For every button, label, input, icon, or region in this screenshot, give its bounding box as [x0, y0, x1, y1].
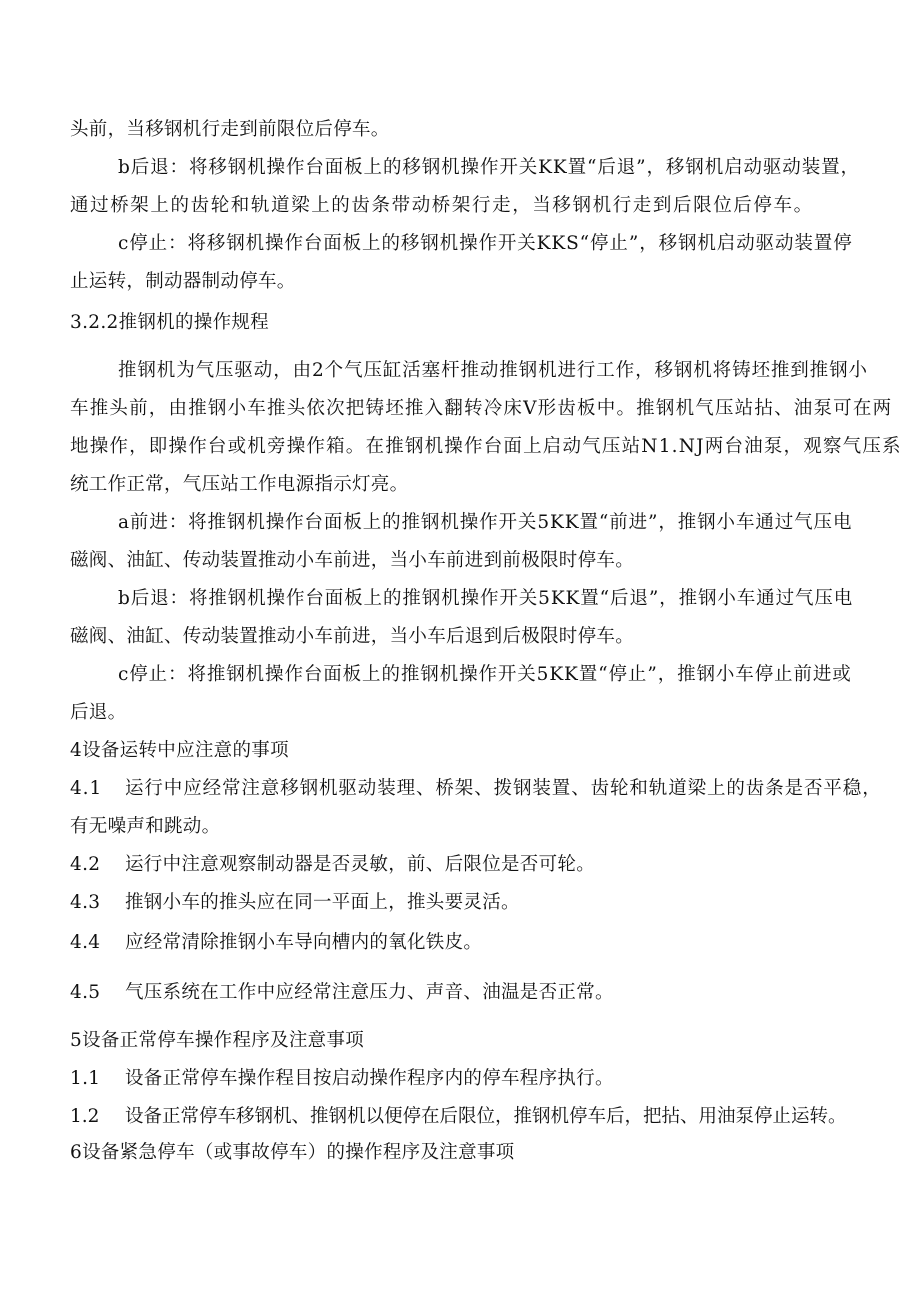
- list-item: [70, 1067, 614, 1091]
- paragraph-line: c停止：将推钢机操作台面板上的推钢机操作开关5KK置“停止”，推钢小车停止前进或: [118, 664, 852, 685]
- paragraph-line: b后退：将推钢机操作台面板上的推钢机操作开关5KK置“后退”，推钢小车通过气压电: [118, 588, 854, 609]
- item-number: 1.2: [70, 1106, 100, 1127]
- item-number: 4.5: [70, 982, 101, 1003]
- section-heading: 6设备紧急停车（或事故停车）的操作程序及注意事项: [70, 1142, 515, 1163]
- list-item: [70, 853, 595, 877]
- paragraph-line: b后退：将移钢机操作台面板上的移钢机操作开关KK置“后退”，移钢机启动驱动装置，: [118, 157, 860, 178]
- item-number: 4.2: [70, 854, 101, 875]
- item-text: 气压系统在工作中应经常注意压力、声音、油温是否正常。: [125, 982, 614, 1003]
- list-item: [70, 777, 882, 801]
- list-item: [70, 1105, 847, 1129]
- paragraph-line: c停止：将移钢机操作台面板上的移钢机操作开关KKS“停止”，移钢机启动驱动装置停: [118, 233, 853, 254]
- paragraph-line: 止运转，制动器制动停车。: [70, 271, 296, 292]
- item-text: 设备正常停车移钢机、推钢机以便停在后限位，推钢机停车后，把拈、用油泵停止运转。: [125, 1106, 847, 1127]
- paragraph-line: 磁阀、油缸、传动装置推动小车前进，当小车前进到前极限时停车。: [70, 550, 635, 571]
- paragraph-line: 磁阀、油缸、传动装置推动小车前进，当小车后退到后极限时停车。: [70, 626, 635, 647]
- paragraph-line: 车推头前，由推钢小车推头依次把铸坯推入翻转冷床V形齿板中。推钢机气压站拈、油泵可在两: [70, 398, 893, 419]
- item-number: 4.1: [70, 778, 103, 799]
- item-text: 推钢小车的推头应在同一平面上，推头要灵活。: [125, 892, 520, 913]
- item-text: 有无噪声和跳动。: [70, 816, 221, 837]
- item-text: 应经常清除推钢小车导向槽内的氧化铁皮。: [125, 932, 483, 953]
- list-item: [70, 931, 482, 955]
- paragraph-line: a前进：将推钢机操作台面板上的推钢机操作开关5KK置“前进”，推钢小车通过气压电: [118, 512, 853, 533]
- item-text: 设备正常停车操作程目按启动操作程序内的停车程序执行。: [125, 1068, 614, 1089]
- paragraph-line: 推钢机为气压驱动，由2个气压缸活塞杆推动推钢机进行工作，移钢机将铸坯推到推钢小: [118, 360, 868, 381]
- item-text: 运行中应经常注意移钢机驱动装理、桥架、拨钢装置、齿轮和轨道梁上的齿条是否平稳，: [125, 778, 882, 799]
- paragraph-line: 头前，当移钢机行走到前限位后停车。: [70, 119, 390, 140]
- item-number: 4.4: [70, 932, 101, 953]
- section-heading: 5设备正常停车操作程序及注意事项: [70, 1030, 365, 1051]
- section-heading: 4设备运转中应注意的事项: [70, 740, 289, 761]
- section-heading: 3.2.2推钢机的操作规程: [70, 312, 269, 333]
- item-text: 运行中注意观察制动器是否灵敏，前、后限位是否可轮。: [125, 854, 596, 875]
- paragraph-line: 通过桥架上的齿轮和轨道梁上的齿条带动桥架行走，当移钢机行走到后限位后停车。: [70, 195, 814, 216]
- item-number: 4.3: [70, 892, 101, 913]
- paragraph-line: 后退。: [70, 702, 127, 723]
- list-item: [70, 891, 520, 915]
- item-number: 1.1: [70, 1068, 101, 1089]
- paragraph-line: 统工作正常，气压站工作电源指示灯亮。: [70, 474, 409, 495]
- list-item: [70, 815, 220, 839]
- list-item: [70, 981, 614, 1005]
- paragraph-line: 地操作，即操作台或机旁操作箱。在推钢机操作台面上启动气压站N1.NJ两台油泵，观察气压系: [70, 436, 902, 457]
